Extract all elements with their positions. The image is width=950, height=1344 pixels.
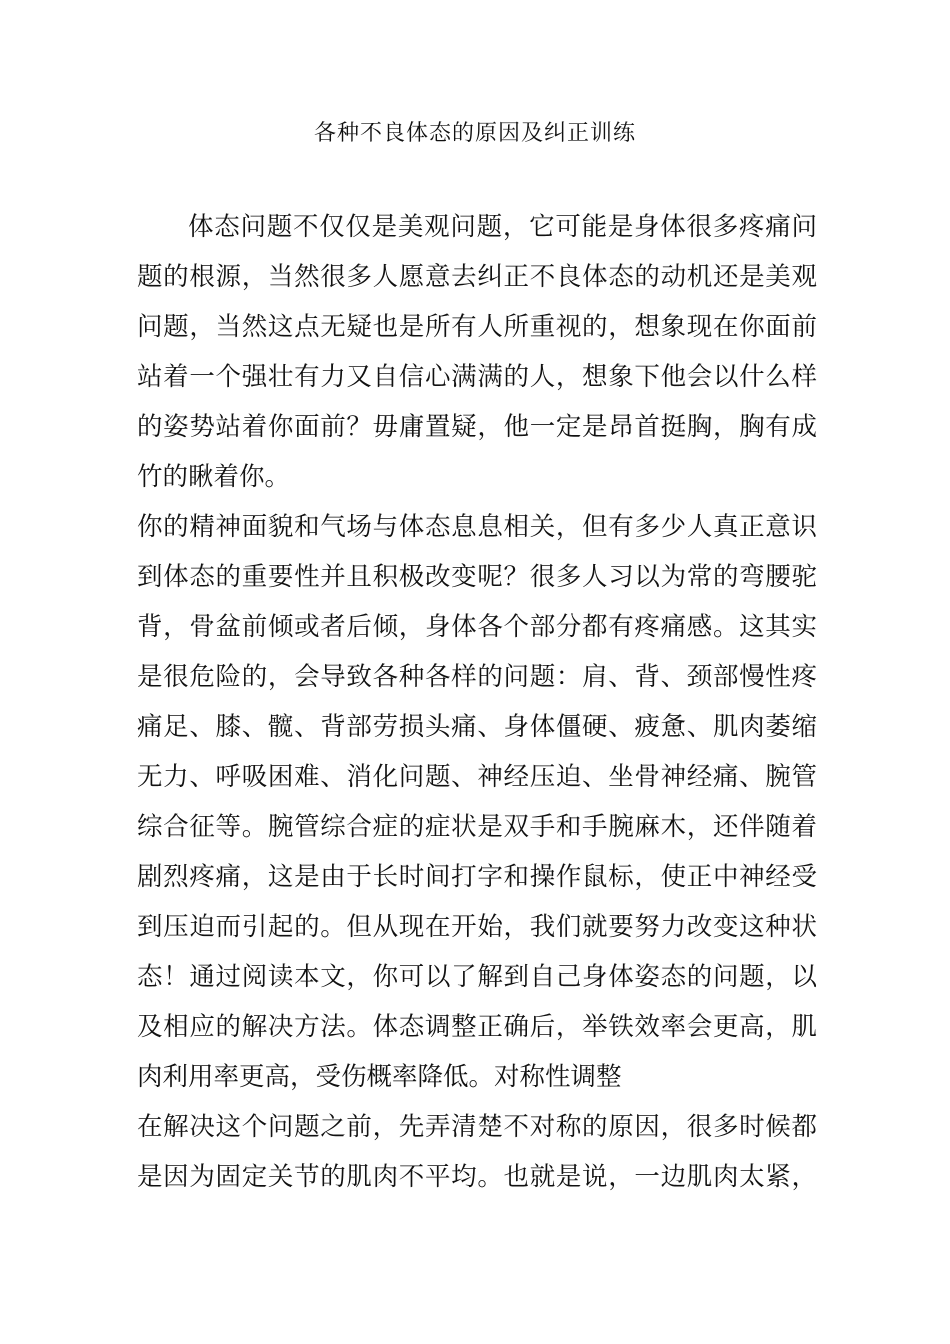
paragraph-line: 背，骨盆前倾或者后倾，身体各个部分都有疼痛感。这其实 — [137, 612, 817, 642]
paragraph-line: 肉利用率更高，受伤概率降低。对称性调整 — [137, 1062, 622, 1092]
paragraph-line: 竹的瞅着你。 — [137, 462, 291, 492]
paragraph-line: 体态问题不仅仅是美观问题，它可能是身体很多疼痛问 — [188, 212, 817, 242]
paragraph-line: 在解决这个问题之前，先弄清楚不对称的原因，很多时候都 — [137, 1112, 817, 1142]
paragraph-line: 是因为固定关节的肌肉不平均。也就是说，一边肌肉太紧， — [137, 1162, 817, 1192]
paragraph-line: 是很危险的，会导致各种各样的问题：肩、背、颈部慢性疼 — [137, 662, 817, 692]
document-body — [137, 202, 817, 1202]
paragraph-line: 剧烈疼痛，这是由于长时间打字和操作鼠标，使正中神经受 — [137, 862, 817, 892]
paragraph-line: 问题，当然这点无疑也是所有人所重视的，想象现在你面前 — [137, 312, 817, 342]
page-title: 各种不良体态的原因及纠正训练 — [313, 121, 636, 146]
paragraph-line: 到体态的重要性并且积极改变呢？很多人习以为常的弯腰驼 — [137, 562, 817, 592]
paragraph-line: 痛足、膝、髋、背部劳损头痛、身体僵硬、疲惫、肌肉萎缩 — [137, 712, 817, 742]
paragraph-line: 到压迫而引起的。但从现在开始，我们就要努力改变这种状 — [137, 912, 817, 942]
paragraph-line: 态！通过阅读本文，你可以了解到自己身体姿态的问题，以 — [137, 962, 817, 992]
paragraph-line: 站着一个强壮有力又自信心满满的人，想象下他会以什么样 — [137, 362, 817, 392]
paragraph-line: 你的精神面貌和气场与体态息息相关，但有多少人真正意识 — [137, 512, 817, 542]
paragraph-line: 及相应的解决方法。体态调整正确后，举铁效率会更高，肌 — [137, 1012, 817, 1042]
paragraph-line: 综合征等。腕管综合症的症状是双手和手腕麻木，还伴随着 — [137, 812, 817, 842]
paragraph-line: 的姿势站着你面前？毋庸置疑，他一定是昂首挺胸，胸有成 — [137, 412, 817, 442]
paragraph-line: 无力、呼吸困难、消化问题、神经压迫、坐骨神经痛、腕管 — [137, 762, 817, 792]
paragraph-line: 题的根源，当然很多人愿意去纠正不良体态的动机还是美观 — [137, 262, 817, 292]
